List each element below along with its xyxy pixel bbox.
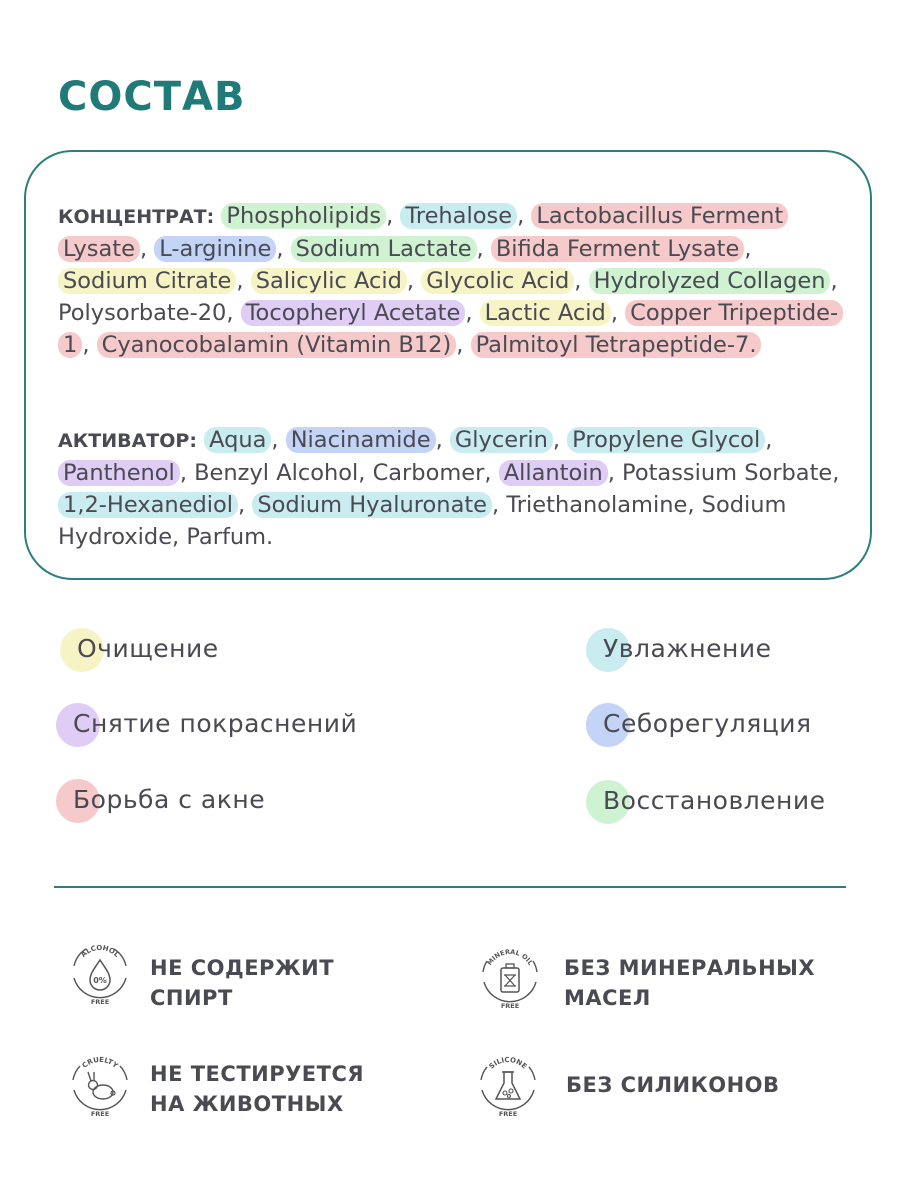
badge-label: НЕ ТЕСТИРУЕТСЯ НА ЖИВОТНЫХ xyxy=(150,1062,365,1116)
activator-label: АКТИВАТОР: xyxy=(58,430,197,452)
legend-label: Очищение xyxy=(77,634,219,663)
ingredient: Palmitoyl Tetrapeptide-7. xyxy=(471,332,762,358)
ingredient: Copper Tripeptide-1 xyxy=(58,300,843,358)
svg-text:FREE: FREE xyxy=(500,1002,520,1010)
legend-label: Борьба с акне xyxy=(73,785,266,814)
ingredient: Triethanolamine xyxy=(506,492,688,518)
page-title: СОСТАВ xyxy=(58,74,246,120)
activator-paragraph xyxy=(58,424,848,553)
badge-label: БЕЗ МИНЕРАЛЬНЫХ МАСЕЛ xyxy=(564,956,816,1010)
svg-text:FREE: FREE xyxy=(90,998,110,1006)
ingredient: Sodium Lactate xyxy=(291,236,477,262)
ingredient: Lactic Acid xyxy=(480,300,611,326)
concentrate-paragraph xyxy=(58,200,848,361)
ingredient: L-arginine xyxy=(154,236,276,262)
badge-label: БЕЗ СИЛИКОНОВ xyxy=(566,1073,780,1097)
ingredient: Panthenol xyxy=(58,460,180,486)
mineral-oil-free-icon xyxy=(476,942,544,1010)
ingredient: Hydrolyzed Collagen xyxy=(589,268,831,294)
ingredient: Tocopheryl Acetate xyxy=(241,300,466,326)
ingredient: Glycerin xyxy=(450,427,553,453)
silicone-free-icon xyxy=(474,1050,542,1118)
ingredient: Parfum. xyxy=(186,524,274,550)
ingredient: Sodium Hyaluronate xyxy=(252,492,492,518)
ingredient: Trehalose xyxy=(400,203,517,229)
svg-text:CRUELTY: CRUELTY xyxy=(80,1055,120,1070)
ingredient: Glycolic Acid xyxy=(421,268,574,294)
ingredient: Cyanocobalamin (Vitamin B12) xyxy=(97,332,457,358)
cruelty-free-icon xyxy=(66,1050,134,1118)
ingredient: Polysorbate-20 xyxy=(58,300,227,326)
svg-text:FREE: FREE xyxy=(498,1110,518,1118)
legend-label: Снятие покраснений xyxy=(73,709,358,738)
concentrate-ingredients: Phospholipids , Trehalose , Lactobacillus Ferment Lysate , L-arginine , Sodium Lactate , Bifida Ferment Lysate , Sodium Citrate , Salicylic Acid , Glycolic Acid , Hydrolyzed Collagen , Polysorbate-20, Tocopheryl Acetate , Lactic Acid , Copper Tripeptide-1 , Cyanocobalamin (Vitamin B12) , Palmitoyl Tetrapeptide-7. xyxy=(58,203,843,358)
ingredient: Aqua xyxy=(204,427,271,453)
concentrate-label: КОНЦЕНТРАТ: xyxy=(58,206,215,228)
svg-text:0%: 0% xyxy=(93,976,107,985)
ingredient: 1,2-Hexanediol xyxy=(58,492,238,518)
activator-ingredients: Aqua , Niacinamide , Glycerin , Propylene Glycol , Panthenol , Benzyl Alcohol, Carbomer, Allantoin , Potassium Sorbate, 1,2-Hexanediol , Sodium Hyaluronate , Triethanolamine, Sodium Hydroxide, Parfum. xyxy=(58,427,840,550)
ingredient: Sodium Hydroxide xyxy=(58,492,787,550)
ingredient: Allantoin xyxy=(499,460,608,486)
legend-label: Увлажнение xyxy=(603,634,772,663)
ingredient: Lactobacillus Ferment Lysate xyxy=(58,203,788,262)
alcohol-free-icon xyxy=(66,938,134,1006)
svg-text:FREE: FREE xyxy=(90,1110,110,1118)
ingredient: Benzyl Alcohol xyxy=(194,460,359,486)
section-divider xyxy=(54,886,846,888)
ingredient: Sodium Citrate xyxy=(58,268,236,294)
ingredient: Salicylic Acid xyxy=(251,268,407,294)
ingredient: Niacinamide xyxy=(286,427,436,453)
ingredient: Potassium Sorbate xyxy=(622,460,833,486)
ingredient: Bifida Ferment Lysate xyxy=(491,236,744,262)
svg-text:SILICONE: SILICONE xyxy=(487,1055,529,1071)
badge-label: НЕ СОДЕРЖИТ СПИРТ xyxy=(150,956,335,1010)
composition-box xyxy=(24,150,872,580)
legend-label: Себорегуляция xyxy=(603,709,812,738)
ingredient: Carbomer xyxy=(372,460,485,486)
svg-text:ALCOHOL: ALCOHOL xyxy=(79,943,121,959)
legend-label: Восстановление xyxy=(603,786,826,815)
svg-text:MINERAL OIL: MINERAL OIL xyxy=(485,947,535,967)
ingredient: Propylene Glycol xyxy=(567,427,765,453)
ingredient: Phospholipids xyxy=(221,203,386,229)
